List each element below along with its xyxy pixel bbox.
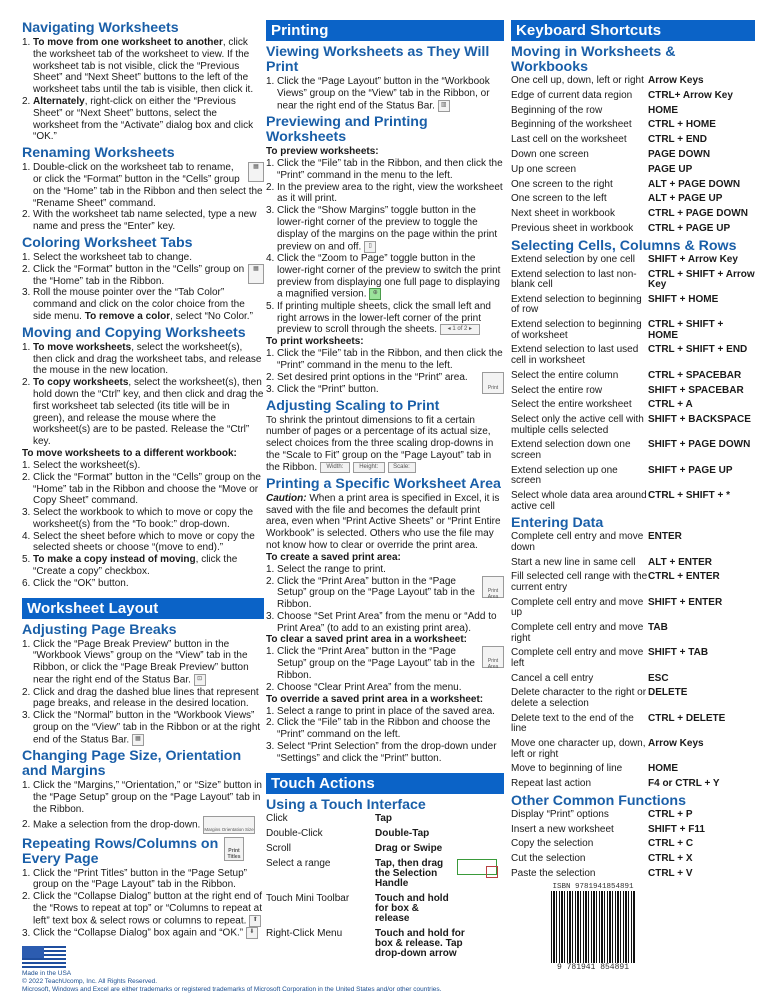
print-titles-icon: Print Titles [224, 837, 244, 861]
list-viewing [266, 76, 504, 112]
column-middle [266, 18, 504, 964]
list-item: 1. Click the “File” tab in the Ribbon, and then click the “Print” command in the menu to the left. [266, 348, 503, 372]
list-preview [266, 158, 504, 336]
shortcut-row: One screen to the left ALT + PAGE UP [511, 193, 723, 205]
subheading-clear-area: To clear a saved print area in a worksheet: [266, 634, 468, 646]
list-item: 1. Select the worksheet tab to change. [22, 251, 192, 263]
list-item: 4. Click the “Zoom to Page” toggle button in the lower-right corner of the preview to switch the print preview from displaying one full page to displaying a magnified version. ⊕ [266, 253, 501, 301]
shortcut-row: Beginning of the row HOME [511, 104, 678, 116]
heading-other-functions: Other Common Functions [511, 792, 686, 809]
touch-row: Right-Click Menu Touch and hold for box & release. Tap drop-down arrow [266, 927, 465, 959]
shortcut-row: Move to beginning of line HOME [511, 763, 678, 775]
width-control-icon: Width: [320, 462, 350, 473]
shortcut-row: Extend selection to beginning of row SHIFT + HOME [511, 293, 719, 316]
shortcut-row: Up one screen PAGE UP [511, 163, 693, 175]
list-item: 1. Select the worksheet(s). [22, 459, 141, 471]
shortcut-row: Fill selected cell range with the current entry CTRL + ENTER [511, 571, 720, 593]
list-page-breaks [22, 639, 264, 746]
copyright: © 2022 TeachUcomp, Inc. All Rights Reserved. [22, 977, 158, 985]
shortcut-row: Move one character up, down, left or right Arrow Keys [511, 738, 704, 760]
scaling-text: To shrink the printout dimensions to fit a certain number of pages or a percentage of its actual size, select choices from the three scaling drop-downs in the “Scale to Fit” group on the “Page Layout” tab in the Ribbon. Width: Height: Scale: [266, 414, 494, 473]
list-item: 1. Click the “Print Titles” button in the “Page Setup” group on the “Page Layout” tab in the Ribbon. [22, 867, 247, 891]
shortcut-row: Paste the selection CTRL + V [511, 868, 693, 880]
trademark-notice: Microsoft, Windows and Excel are either trademarks or registered trademarks of Microsoft Corporation in the United States and/or other countries. [22, 985, 442, 993]
list-item: 1. To move from one worksheet to another, click the worksheet tab of the worksheet to view. If the worksheet tab is not visible, click the “Previous Sheet” and “Next Sheet” buttons to the left of the worksheet tabs until the tab is visible, then click it. [22, 37, 254, 96]
shortcut-row: Extend selection down one screen SHIFT + PAGE DOWN [511, 439, 751, 461]
heading-previewing: Previewing and Printing Worksheets [266, 114, 428, 146]
list-print [266, 348, 504, 395]
touch-row: Select a range Tap, then drag the Selection Handle [266, 859, 504, 889]
list-item: 2. To copy worksheets, select the worksheet(s), then hold down the “Ctrl” key, and then click and drag the first worksheet tab selected (its title will be in green), and release the mouse where the worksheet(s) are to be pasted. Release the “Ctrl” key. [22, 377, 264, 448]
shortcut-row: Repeat last action F4 or CTRL + Y [511, 778, 720, 790]
list-item: 2. Click the “File” tab in the Ribbon and choose the “Print” command on the left. [266, 717, 491, 741]
shortcut-row: Last cell on the worksheet CTRL + END [511, 134, 707, 146]
shortcut-row: Extend selection up one screen SHIFT + PAGE UP [511, 464, 733, 487]
list-item: 3. Roll the mouse pointer over the “Tab Color” command and click on the color choice from the side menu. To remove a color, select “No Color.” [22, 287, 253, 322]
list-item: 2. Make a selection from the drop-down. Margins Orientation Size [22, 816, 264, 834]
shortcut-row: Edge of current data region CTRL+ Arrow Key [511, 89, 733, 101]
shortcut-row: One cell up, down, left or right Arrow Keys [511, 75, 704, 86]
list-item: 1. Click the “Page Layout” button in the “Workbook Views” group on the “View” tab in the Ribbon, or near the right end of the Status Bar. ▥ [266, 76, 490, 112]
page-navigator-icon: ◂ 1 of 2 ▸ [440, 324, 480, 335]
band-touch-actions: Touch Actions [266, 773, 504, 794]
show-margins-icon: ▯ [364, 241, 376, 253]
shortcut-row: Select only the active cell with multiple cells selected SHIFT + BACKSPACE [511, 414, 751, 436]
list-coloring [22, 252, 264, 323]
shortcut-row: Extend selection by one cell SHIFT + Arrow Key [511, 253, 738, 265]
heading-moving-copying: Moving and Copying Worksheets [22, 324, 246, 341]
subheading-create-area: To create a saved print area: [266, 551, 401, 563]
print-area-icon: Print Area [482, 576, 504, 598]
list-item: 3. Click the “Collapse Dialog” box again and “OK.” ⬇ [22, 927, 264, 939]
list-item: 3. Select “Print Selection” from the drop-down under “Settings” and click the “Print” button. [266, 741, 497, 764]
list-item: Print Area 2. Click the “Print Area” button in the “Page Setup” group on the “Page Layout” tab in the Ribbon. [266, 576, 504, 611]
list-renaming [22, 162, 264, 233]
list-item: ▦ 1. Double-click on the worksheet tab to rename, or click the “Format” button in the “Cells” group on the “Home” tab in the Ribbon and then select the “Rename Sheet” command. [22, 162, 263, 209]
column-right [511, 18, 755, 884]
shortcut-row: Select whole data area around active cell CTRL + SHIFT + * [511, 490, 731, 512]
list-item: 1. Select a range to print in place of the saved area. [266, 705, 495, 717]
list-moving [22, 342, 264, 448]
shortcut-row: Next sheet in workbook CTRL + PAGE DOWN [511, 208, 748, 220]
touch-row: Scroll Drag or Swipe [266, 842, 443, 854]
shortcut-row: Insert a new worksheet SHIFT + F11 [511, 823, 705, 835]
caution-text: Caution: When a print area is specified in Excel, it is saved with the file and becomes the default print area, even when “Print Active Sheets” or “Print Entire Workbook” is selected. Others who use the file may not know how to clear or override the print area. [266, 492, 501, 551]
list-item: 3. Select the workbook to which to move or copy the worksheet(s) from the “To book:” drop-down. [22, 507, 254, 530]
list-item: 1. Click the “Margins,” “Orientation,” or “Size” button in the “Page Setup” group on the “Page Layout” tab in the Ribbon. [22, 780, 262, 815]
touch-row: Double-Click Double-Tap [266, 827, 430, 839]
list-item: 1. Click the “File” tab in the Ribbon, and then click the “Print” command in the menu to the left. [266, 158, 503, 181]
scale-control-icon: Scale: [388, 462, 416, 473]
format-button-icon: ▦ [248, 162, 264, 182]
list-item: 2. Click the “Collapse Dialog” button at the right end of the “Rows to repeat at top” or “Columns to repeat at left” text box & select rows or columns to repeat. ⬆ [22, 891, 263, 927]
list-item: 1. Click the “Page Break Preview” button in the “Workbook Views” group on the “View” tab in the Ribbon, or click the “Page Break Preview” button near the right end of the Status Bar. ⊡ [22, 638, 249, 686]
shortcut-row: Display “Print” options CTRL + P [511, 808, 693, 820]
collapse-dialog-icon: ⬆ [249, 915, 261, 927]
list-item: 4. Select the sheet before which to move or copy the selected sheets or choose “(move to end).” [22, 530, 255, 554]
shortcut-row: Complete cell entry and move right TAB [511, 622, 668, 644]
shortcut-row: Down one screen PAGE DOWN [511, 148, 711, 160]
subheading-print: To print worksheets: [266, 336, 364, 348]
heading-scaling: Adjusting Scaling to Print [266, 397, 440, 414]
zoom-to-page-icon: ⊕ [369, 288, 381, 300]
list-item: 3. Choose “Set Print Area” from the menu or “Add to Print Area” (to add to an existing print area). [266, 610, 497, 634]
list-clear-area [266, 646, 504, 693]
print-area-icon: Print Area [482, 646, 504, 668]
heading-selecting: Selecting Cells, Columns & Rows [511, 237, 737, 254]
list-item: 2. Choose “Clear Print Area” from the menu. [266, 681, 462, 693]
heading-page-breaks: Adjusting Page Breaks [22, 621, 177, 638]
expand-dialog-icon: ⬇ [246, 927, 258, 939]
list-item: 2. In the preview area to the right, view the worksheet as it will print. [266, 181, 503, 205]
heading-page-size: Changing Page Size, Orientation and Margins [22, 748, 242, 780]
barcode-digits: 9 781941 854891 [556, 963, 629, 972]
heading-viewing: Viewing Worksheets as They Will Print [266, 44, 490, 75]
shortcut-row: Complete cell entry and move left SHIFT + TAB [511, 647, 709, 669]
list-repeating [22, 868, 264, 940]
list-create-area [266, 564, 504, 635]
list-item: 2. Alternately, right-click on either the “Previous Sheet” or “Next Sheet” buttons, select the worksheet from the “Activate” dialog box and click “OK.” [22, 95, 254, 143]
shortcut-row: Extend selection to last non-blank cell CTRL + SHIFT + Arrow Key [511, 268, 755, 291]
band-keyboard-shortcuts: Keyboard Shortcuts [511, 20, 755, 41]
heading-coloring: Coloring Worksheet Tabs [22, 234, 193, 251]
list-navigating [22, 37, 264, 143]
shortcut-row: Cut the selection CTRL + X [511, 853, 693, 865]
shortcut-row: Select the entire column CTRL + SPACEBAR [511, 369, 742, 381]
list-item: Print Area 1. Click the “Print Area” button in the “Page Setup” group on the “Page Layout” tab in the Ribbon. [266, 646, 504, 681]
shortcut-row: Previous sheet in workbook CTRL + PAGE UP [511, 222, 731, 234]
heading-repeating-rows: Print Titles Repeating Rows/Columns on Every Page [22, 837, 264, 867]
list-item: 3. Click the “Normal” button in the “Workbook Views” group on the “View” tab in the Ribbon or at the right end of the Status Bar. ▦ [22, 710, 261, 746]
print-button-icon: Print [482, 372, 504, 394]
barcode-icon [551, 891, 635, 963]
subheading-override-area: To override a saved print area in a worksheet: [266, 693, 484, 705]
shortcut-row: Select the entire row SHIFT + SPACEBAR [511, 384, 744, 396]
margins-orientation-size-icon: Margins Orientation Size [203, 816, 255, 834]
heading-navigating: Navigating Worksheets [22, 20, 179, 36]
page-layout-icon: ▥ [438, 100, 450, 112]
heading-moving-worksheets: Moving in Worksheets & Workbooks [511, 44, 676, 75]
list-item: 1. To move worksheets, select the worksheet(s), then click and drag the worksheet tabs, and release the mouse in the new location. [22, 341, 262, 377]
list-item: 5. To make a copy instead of moving, click the “Create a copy” checkbox. [22, 554, 238, 578]
usa-flag-icon [22, 946, 66, 970]
subheading-preview: To preview worksheets: [266, 146, 379, 158]
shortcut-row: Cancel a cell entry ESC [511, 672, 669, 684]
format-button-icon: ▦ [248, 264, 264, 284]
list-item: 6. Click the “OK” button. [22, 577, 129, 589]
list-item: 3. Click the “Print” button. [266, 383, 379, 395]
height-control-icon: Height: [353, 462, 385, 473]
list-item: 2. Click and drag the dashed blue lines that represent page breaks, and release in the desired location. [22, 686, 259, 710]
shortcut-row: Complete cell entry and move down ENTER [511, 531, 682, 553]
list-override-area [266, 706, 504, 765]
subheading-move-workbook: To move worksheets to a different workbook: [22, 447, 237, 459]
shortcut-row: Select the entire worksheet CTRL + A [511, 399, 693, 411]
shortcut-row: Extend selection to beginning of worksheet CTRL + SHIFT + HOME [511, 319, 724, 341]
touch-row: Click Tap [266, 812, 393, 824]
heading-touch: Using a Touch Interface [266, 796, 426, 813]
list-item: 2. Click the “Format” button in the “Cells” group on the “Home” tab in the Ribbon and choose the “Move or Copy Sheet” command. [22, 471, 261, 507]
list-item: 5. If printing multiple sheets, click the small left and right arrows in the lower-left corner of the print preview to scroll through the sheets. ◂ 1 of 2 ▸ [266, 300, 491, 336]
shortcut-row: Delete text to the end of the line CTRL + DELETE [511, 712, 726, 735]
shortcut-row: Beginning of the worksheet CTRL + HOME [511, 119, 716, 131]
isbn-barcode [551, 883, 635, 972]
heading-print-area: Printing a Specific Worksheet Area [266, 475, 501, 492]
normal-view-icon: ▦ [132, 734, 144, 746]
heading-entering-data: Entering Data [511, 515, 604, 532]
touch-row: Touch Mini Toolbar Touch and hold for box & release [266, 892, 449, 924]
shortcut-row: Complete cell entry and move up SHIFT + ENTER [511, 596, 723, 619]
list-item: 2. With the worksheet tab name selected, type a new name and press the “Enter” key. [22, 209, 257, 233]
heading-renaming: Renaming Worksheets [22, 145, 175, 162]
page-break-preview-icon: ⊡ [194, 674, 206, 686]
list-item: 1. Select the range to print. [266, 563, 386, 575]
shortcut-row: Copy the selection CTRL + C [511, 838, 694, 850]
shortcut-row: Extend selection to last used cell in worksheet CTRL + SHIFT + END [511, 344, 748, 366]
made-in-usa: Made in the USA [22, 969, 72, 977]
shortcut-row: Delete character to the right or delete a selection DELETE [511, 687, 688, 709]
list-page-size [22, 780, 264, 833]
list-item: 3. Click the “Show Margins” toggle button in the lower-right corner of the preview to toggle the display of the margins on the page within the print preview on and off. ▯ [266, 205, 498, 253]
list-move-workbook [22, 460, 264, 590]
band-printing: Printing [266, 20, 504, 41]
shortcut-row: Start a new line in same cell ALT + ENTER [511, 556, 712, 568]
isbn-label: ISBN 9781941854891 [552, 883, 634, 891]
selection-handle-icon [457, 859, 497, 875]
band-worksheet-layout: Worksheet Layout [22, 598, 264, 619]
list-item: Print 2. Set desired print options in the “Print” area. [266, 372, 504, 384]
list-item: ▦ 2. Click the “Format” button in the “Cells” group on the “Home” tab in the Ribbon. [22, 264, 264, 288]
shortcut-row: One screen to the right ALT + PAGE DOWN [511, 178, 741, 190]
